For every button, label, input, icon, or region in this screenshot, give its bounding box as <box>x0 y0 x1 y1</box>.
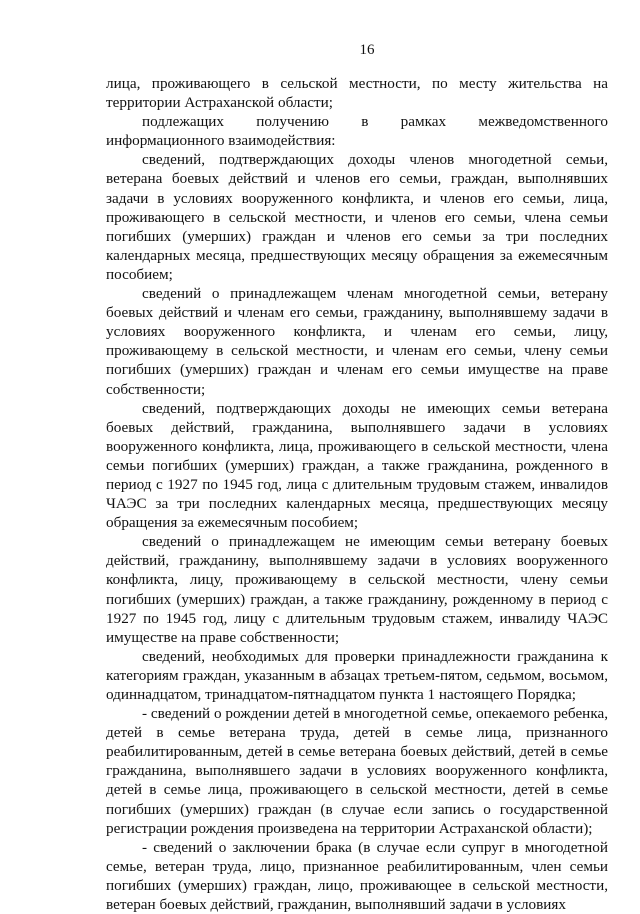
page-number: 16 <box>359 42 375 58</box>
paragraph: - сведений о заключении брака (в случае если супруг в многодетной семье, ветеран труда, лицо, признанное реабилитированным, член семьи погибших (умерших) граждан, лицо, проживающее в сельской местности, ветеран боевых действий, гражданин, выполнявший задачи в условиях <box>106 838 608 914</box>
paragraph: сведений о принадлежащем членам многодетной семьи, ветерану боевых действий и членам его семьи, гражданину, выполнявшему задачи в условиях вооруженного конфликта, и членам его семьи, лицу, проживающему в сельской местности, и членам его семьи, члену семьи погибших (умерших) граждан и членам его семьи имуществе на праве собственности; <box>106 285 608 398</box>
paragraph: сведений, подтверждающих доходы членов многодетной семьи, ветерана боевых действий и членов его семьи, граждан, выполнявших задачи в условиях вооруженного конфликта, и членов его семьи, лица, проживающего в сельской местности, и членов его семьи, члена семьи погибших (умерших) граждан и членов его семьи за три последних календарных месяца, предшествующих месяцу обращения за ежемесячным пособием; <box>106 151 608 283</box>
paragraph: подлежащих получению в рамках межведомственного информационного взаимодействия: <box>106 113 608 150</box>
paragraph: сведений о принадлежащем не имеющим семьи ветерану боевых действий, гражданину, выполнявшему задачи в условиях вооруженного конфликта, лицу, проживающему в сельской местности, члену семьи погибших (умерших) граждан, а также гражданину, рожденному в период с 1927 по 1945 год, лицу с длительным трудовым стажем, инвалиду ЧАЭС имуществе на праве собственности; <box>106 533 608 646</box>
paragraph: сведений, необходимых для проверки принадлежности гражданина к категориям граждан, указанным в абзацах третьем-пятом, седьмом, восьмом, одиннадцатом, тринадцатом-пятнадцатом пункта 1 настоящего Порядка; <box>106 647 608 703</box>
paragraph: лица, проживающего в сельской местности, по месту жительства на территории Астраханской области; <box>106 75 608 112</box>
paragraph: - сведений о рождении детей в многодетной семье, опекаемого ребенка, детей в семье ветерана труда, детей в семье лица, признанного реабилитированным, детей в семье ветерана боевых действий, детей в семье гражданина, выполнявшего задачи в условиях вооруженного конфликта, детей в семье лица, проживающего в сельской местности, детей в семье погибших (умерших) граждан (в случае если запись о государственной регистрации рождения произведена на территории Астраханской области); <box>106 705 608 837</box>
paragraph: сведений, подтверждающих доходы не имеющих семьи ветерана боевых действий, гражданина, выполнявшего задачи в условиях вооруженного конфликта, лица, проживающего в сельской местности, члена семьи погибших (умерших) граждан, а также гражданина, рожденного в период с 1927 по 1945 год, лица с длительным трудовым стажем, инвалидов ЧАЭС за три последних календарных месяца, предшествующих месяцу обращения за ежемесячным пособием; <box>106 399 608 532</box>
